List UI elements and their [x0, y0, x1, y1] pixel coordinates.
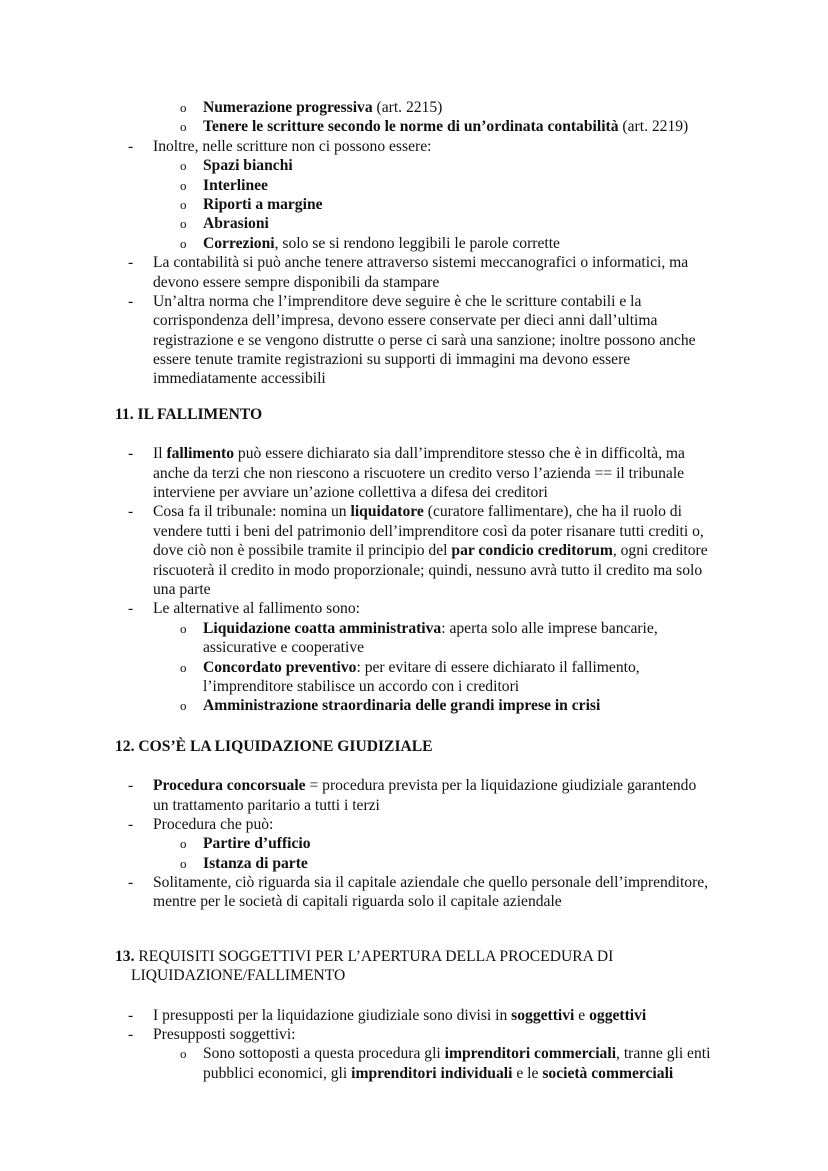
line-text: [153, 580, 211, 599]
line-text: [153, 796, 380, 815]
circle-bullet-icon: o: [180, 235, 187, 251]
list-item: [0, 156, 828, 175]
bold-text: Amministrazione straordinaria delle grandi imprese in crisi: [203, 697, 601, 715]
list-item-continuation: [0, 311, 828, 330]
bold-text: soggettivi: [511, 1006, 575, 1024]
text-run: I presupposti per la liquidazione giudiziale sono divisi in: [153, 1006, 512, 1024]
text-run: vendere tutti i beni del patrimonio dell’imprenditore così da poter risanare tutti crediti o,: [153, 522, 704, 540]
text-run: corrispondenza dell’impresa, devono essere conservate per dieci anni dall’ultima: [153, 312, 658, 330]
text-run: REQUISITI SOGGETTIVI PER L’APERTURA DELLA PROCEDURA DI: [134, 947, 614, 965]
list-item-continuation: [0, 580, 828, 599]
list-item: [0, 502, 828, 521]
bold-text: Correzioni: [203, 234, 275, 252]
line-text: [153, 331, 696, 350]
list-item: [0, 619, 828, 638]
list-item-continuation: [0, 369, 828, 388]
text-run: (curatore fallimentare), che ha il ruolo di: [423, 503, 682, 521]
line-text: [153, 137, 431, 156]
text-run: = procedura prevista per la liquidazione giudiziale garantendo: [305, 777, 697, 795]
list-item: [0, 834, 828, 853]
text-run: Solitamente, ciò riguarda sia il capitale aziendale che quello personale dell’imprenditore,: [153, 874, 709, 892]
line-text: [203, 176, 268, 195]
bold-text: Partire d’ufficio: [203, 835, 311, 853]
text-run: Inoltre, nelle scritture non ci possono essere:: [153, 137, 432, 155]
text-run: interviene per avviare un’azione collettiva a difesa dei creditori: [153, 484, 548, 502]
list-item: [0, 599, 828, 618]
bold-text: 13.: [115, 947, 135, 965]
line-text: [203, 854, 308, 873]
circle-bullet-icon: o: [180, 196, 187, 212]
bold-text: Istanza di parte: [203, 854, 308, 872]
line-text: [153, 483, 548, 502]
line-text: [203, 638, 364, 657]
section-heading: [0, 737, 828, 756]
line-text: [153, 599, 360, 618]
list-item-continuation: [0, 541, 828, 560]
line-text: [115, 947, 613, 966]
text-run: Presupposti soggettivi:: [153, 1026, 296, 1044]
circle-bullet-icon: o: [180, 855, 187, 871]
text-run: assicurative e cooperative: [203, 639, 365, 657]
list-item: [0, 1006, 828, 1025]
line-text: [203, 117, 688, 136]
line-text: [153, 892, 562, 911]
list-item: [0, 214, 828, 233]
text-run: anche da terzi che non riescono a riscuotere un credito verso l’azienda == il tribunale: [153, 464, 685, 482]
text-run: una parte: [153, 580, 211, 598]
circle-bullet-icon: o: [180, 216, 187, 232]
line-text: [203, 619, 658, 638]
line-text: [153, 522, 704, 541]
list-item-continuation: [0, 796, 828, 815]
text-run: Procedura che può:: [153, 815, 274, 833]
text-run: devono essere sempre disponibili da stampare: [153, 273, 440, 291]
line-text: [203, 677, 519, 696]
line-text: [153, 369, 326, 388]
line-text: [203, 156, 293, 175]
text-run: essere tenute tramite registrazioni su supporti di immagini ma devono essere: [153, 351, 631, 369]
circle-bullet-icon: o: [180, 659, 187, 675]
list-item: [0, 1025, 828, 1044]
line-text: [115, 405, 262, 424]
bold-text: Riporti a margine: [203, 195, 323, 213]
list-item: [0, 815, 828, 834]
line-text: [153, 561, 702, 580]
list-item: [0, 137, 828, 156]
text-run: LIQUIDAZIONE/FALLIMENTO: [131, 967, 346, 985]
bold-text: fallimento: [166, 445, 234, 463]
bold-text: Numerazione progressiva: [203, 99, 373, 116]
line-text: [115, 737, 433, 756]
list-item-continuation: [0, 483, 828, 502]
circle-bullet-icon: o: [180, 119, 187, 135]
bold-text: 12. COS’È LA LIQUIDAZIONE GIUDIZIALE: [115, 737, 433, 755]
bold-text: Abrasioni: [203, 215, 269, 233]
text-run: (art. 2219): [618, 118, 689, 136]
text-run: : per evitare di essere dichiarato il fallimento,: [356, 658, 640, 676]
line-text: [153, 253, 688, 272]
text-run: Un’altra norma che l’imprenditore deve seguire è che le scritture contabili e la: [153, 292, 642, 310]
text-run: , solo se si rendono leggibili le parole corrette: [274, 234, 560, 252]
line-text: [203, 1064, 673, 1083]
dash-bullet-icon: -: [128, 1026, 134, 1044]
text-run: dove ciò non è possibile tramite il principio del: [153, 542, 452, 560]
text-run: Cosa fa il tribunale: nomina un: [153, 503, 351, 521]
dash-bullet-icon: -: [128, 874, 134, 892]
text-run: Il: [153, 445, 167, 463]
line-text: [153, 776, 696, 795]
bold-text: 11. IL FALLIMENTO: [115, 405, 263, 423]
bold-text: oggettivi: [589, 1006, 647, 1024]
line-text: [153, 541, 708, 560]
circle-bullet-icon: o: [180, 100, 187, 115]
line-text: [153, 502, 682, 521]
document-body: [0, 98, 828, 1083]
list-item: [0, 195, 828, 214]
line-text: [203, 696, 600, 715]
text-run: e le: [512, 1064, 543, 1082]
bold-text: Procedura concorsuale: [153, 777, 306, 795]
line-text: [203, 98, 442, 117]
bold-text: Spazi bianchi: [203, 157, 293, 175]
list-item: [0, 1044, 828, 1063]
line-text: [153, 292, 641, 311]
bold-text: imprenditori commerciali: [444, 1045, 617, 1063]
dash-bullet-icon: -: [128, 815, 134, 833]
section-heading: [0, 966, 828, 985]
section-heading: [0, 405, 828, 424]
text-run: mentre per le società di capitali riguarda solo il capitale aziendale: [153, 893, 562, 911]
line-text: [203, 834, 311, 853]
bold-text: liquidatore: [350, 503, 424, 521]
list-item-continuation: [0, 273, 828, 292]
line-text: [203, 214, 269, 233]
text-run: l’imprenditore stabilisce un accordo con i creditori: [203, 677, 520, 695]
text-run: un trattamento paritario a tutti i terzi: [153, 796, 380, 814]
list-item-continuation: [0, 464, 828, 483]
text-run: e: [574, 1006, 590, 1024]
line-text: [131, 966, 345, 985]
list-item: [0, 117, 828, 136]
text-run: immediatamente accessibili: [153, 370, 326, 388]
dash-bullet-icon: -: [128, 445, 134, 463]
list-item: [0, 253, 828, 272]
text-run: pubblici economici, gli: [203, 1064, 352, 1082]
line-text: [153, 273, 439, 292]
list-item: [0, 658, 828, 677]
section-heading: [0, 947, 828, 966]
text-run: : aperta solo alle imprese bancarie,: [441, 619, 658, 637]
line-text: [203, 234, 560, 253]
list-item: [0, 444, 828, 463]
line-text: [153, 311, 657, 330]
dash-bullet-icon: -: [128, 137, 134, 155]
list-item: [0, 98, 828, 117]
text-run: (art. 2215): [372, 99, 443, 116]
list-item: [0, 292, 828, 311]
list-item: [0, 854, 828, 873]
bold-text: Tenere le scritture secondo le norme di un’ordinata contabilità: [203, 118, 619, 136]
line-text: [203, 1044, 710, 1063]
list-item-continuation: [0, 638, 828, 657]
circle-bullet-icon: o: [180, 1046, 187, 1062]
circle-bullet-icon: o: [180, 158, 187, 174]
list-item: [0, 176, 828, 195]
line-text: [153, 1006, 646, 1025]
bold-text: Concordato preventivo: [203, 658, 357, 676]
dash-bullet-icon: -: [128, 600, 134, 618]
dash-bullet-icon: -: [128, 503, 134, 521]
list-item-continuation: [0, 522, 828, 541]
dash-bullet-icon: -: [128, 1006, 134, 1024]
dash-bullet-icon: -: [128, 777, 134, 795]
text-run: riscuoterà il credito in modo proporzionale; quindi, nessuno avrà tutto il credito ma solo: [153, 561, 703, 579]
text-run: può essere dichiarato sia dall’imprenditore stesso che è in difficoltà, ma: [234, 445, 685, 463]
list-item-continuation: [0, 331, 828, 350]
list-item-continuation: [0, 1064, 828, 1083]
list-item-continuation: [0, 350, 828, 369]
line-text: [153, 444, 685, 463]
list-item: [0, 873, 828, 892]
line-text: [153, 873, 708, 892]
bold-text: Liquidazione coatta amministrativa: [203, 619, 442, 637]
line-text: [153, 350, 630, 369]
list-item-continuation: [0, 561, 828, 580]
circle-bullet-icon: o: [180, 177, 187, 193]
text-run: , ogni creditore: [612, 542, 708, 560]
line-text: [153, 464, 684, 483]
text-run: Le alternative al fallimento sono:: [153, 600, 360, 618]
list-item: [0, 234, 828, 253]
bold-text: imprenditori individuali: [351, 1064, 513, 1082]
bold-text: Interlinee: [203, 176, 268, 194]
line-text: [153, 815, 273, 834]
list-item: [0, 696, 828, 715]
list-item-continuation: [0, 677, 828, 696]
text-run: La contabilità si può anche tenere attraverso sistemi meccanografici o informatici, ma: [153, 254, 689, 272]
line-text: [153, 1025, 296, 1044]
text-run: , tranne gli enti: [616, 1045, 711, 1063]
line-text: [203, 658, 640, 677]
line-text: [203, 195, 323, 214]
list-item-continuation: [0, 892, 828, 911]
list-item: [0, 776, 828, 795]
circle-bullet-icon: o: [180, 620, 187, 636]
text-run: Sono sottoposti a questa procedura gli: [203, 1045, 445, 1063]
bold-text: par condicio creditorum: [451, 542, 613, 560]
text-run: registrazione e se vengono distrutte o perse ci sarà una sanzione; inoltre possono anche: [153, 331, 696, 349]
dash-bullet-icon: -: [128, 292, 134, 310]
circle-bullet-icon: o: [180, 698, 187, 714]
bold-text: società commerciali: [542, 1064, 674, 1082]
circle-bullet-icon: o: [180, 836, 187, 852]
dash-bullet-icon: -: [128, 254, 134, 272]
